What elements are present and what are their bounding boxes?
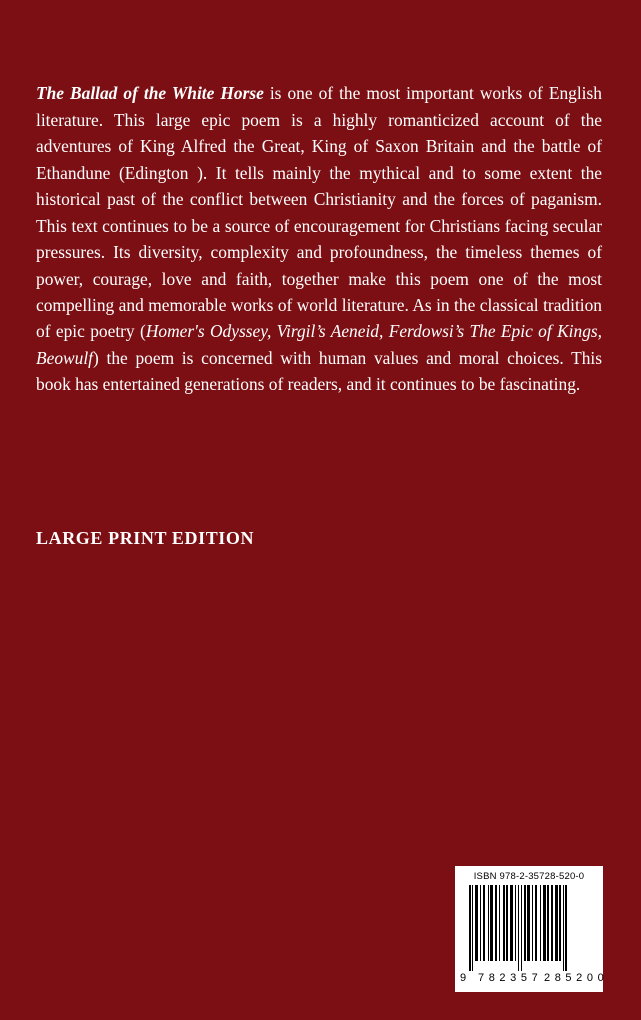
barcode-digit-left: 9 xyxy=(460,972,468,984)
barcode-digits xyxy=(460,972,609,988)
barcode-digit-mid: 782357 xyxy=(478,972,543,984)
blurb-citations: Homer's Odyssey, Virgil’s Aeneid, Ferdowsi’s The Epic of Kings, Beowulf xyxy=(36,321,603,368)
barcode-bars xyxy=(469,885,592,961)
barcode-digit-right: 285200 xyxy=(544,972,609,984)
book-title-italic: The Ballad of the White Horse xyxy=(36,83,264,104)
edition-note: LARGE PRINT EDITION xyxy=(36,528,255,548)
blurb-part-one: is one of the most important works of English literature. This large epic poem is a highly romanticized account of the adventures of King Alfred the Great, King of Saxon Britain and the battle of Ethandune (Edington ). It tells mainly the mythical and to some extent the historical past of the conflict between Christianity and the forces of paganism. This text continues to be a source of encouragement for Christians facing secular pressures. Its diversity, complexity and profoundness, the timeless themes of power, courage, love and faith, together make this poem one of the most compelling and memorable works of world literature. As in the classical tradition of epic poetry ( xyxy=(36,83,602,342)
barcode-block xyxy=(455,866,609,992)
blurb-paragraph xyxy=(36,80,602,397)
isbn-label: ISBN 978-2-35728-520-0 xyxy=(473,871,585,882)
blurb-part-two: ) the poem is concerned with human values and moral choices. This book has entertained generations of readers, and it continues to be fascinating. xyxy=(36,347,602,395)
